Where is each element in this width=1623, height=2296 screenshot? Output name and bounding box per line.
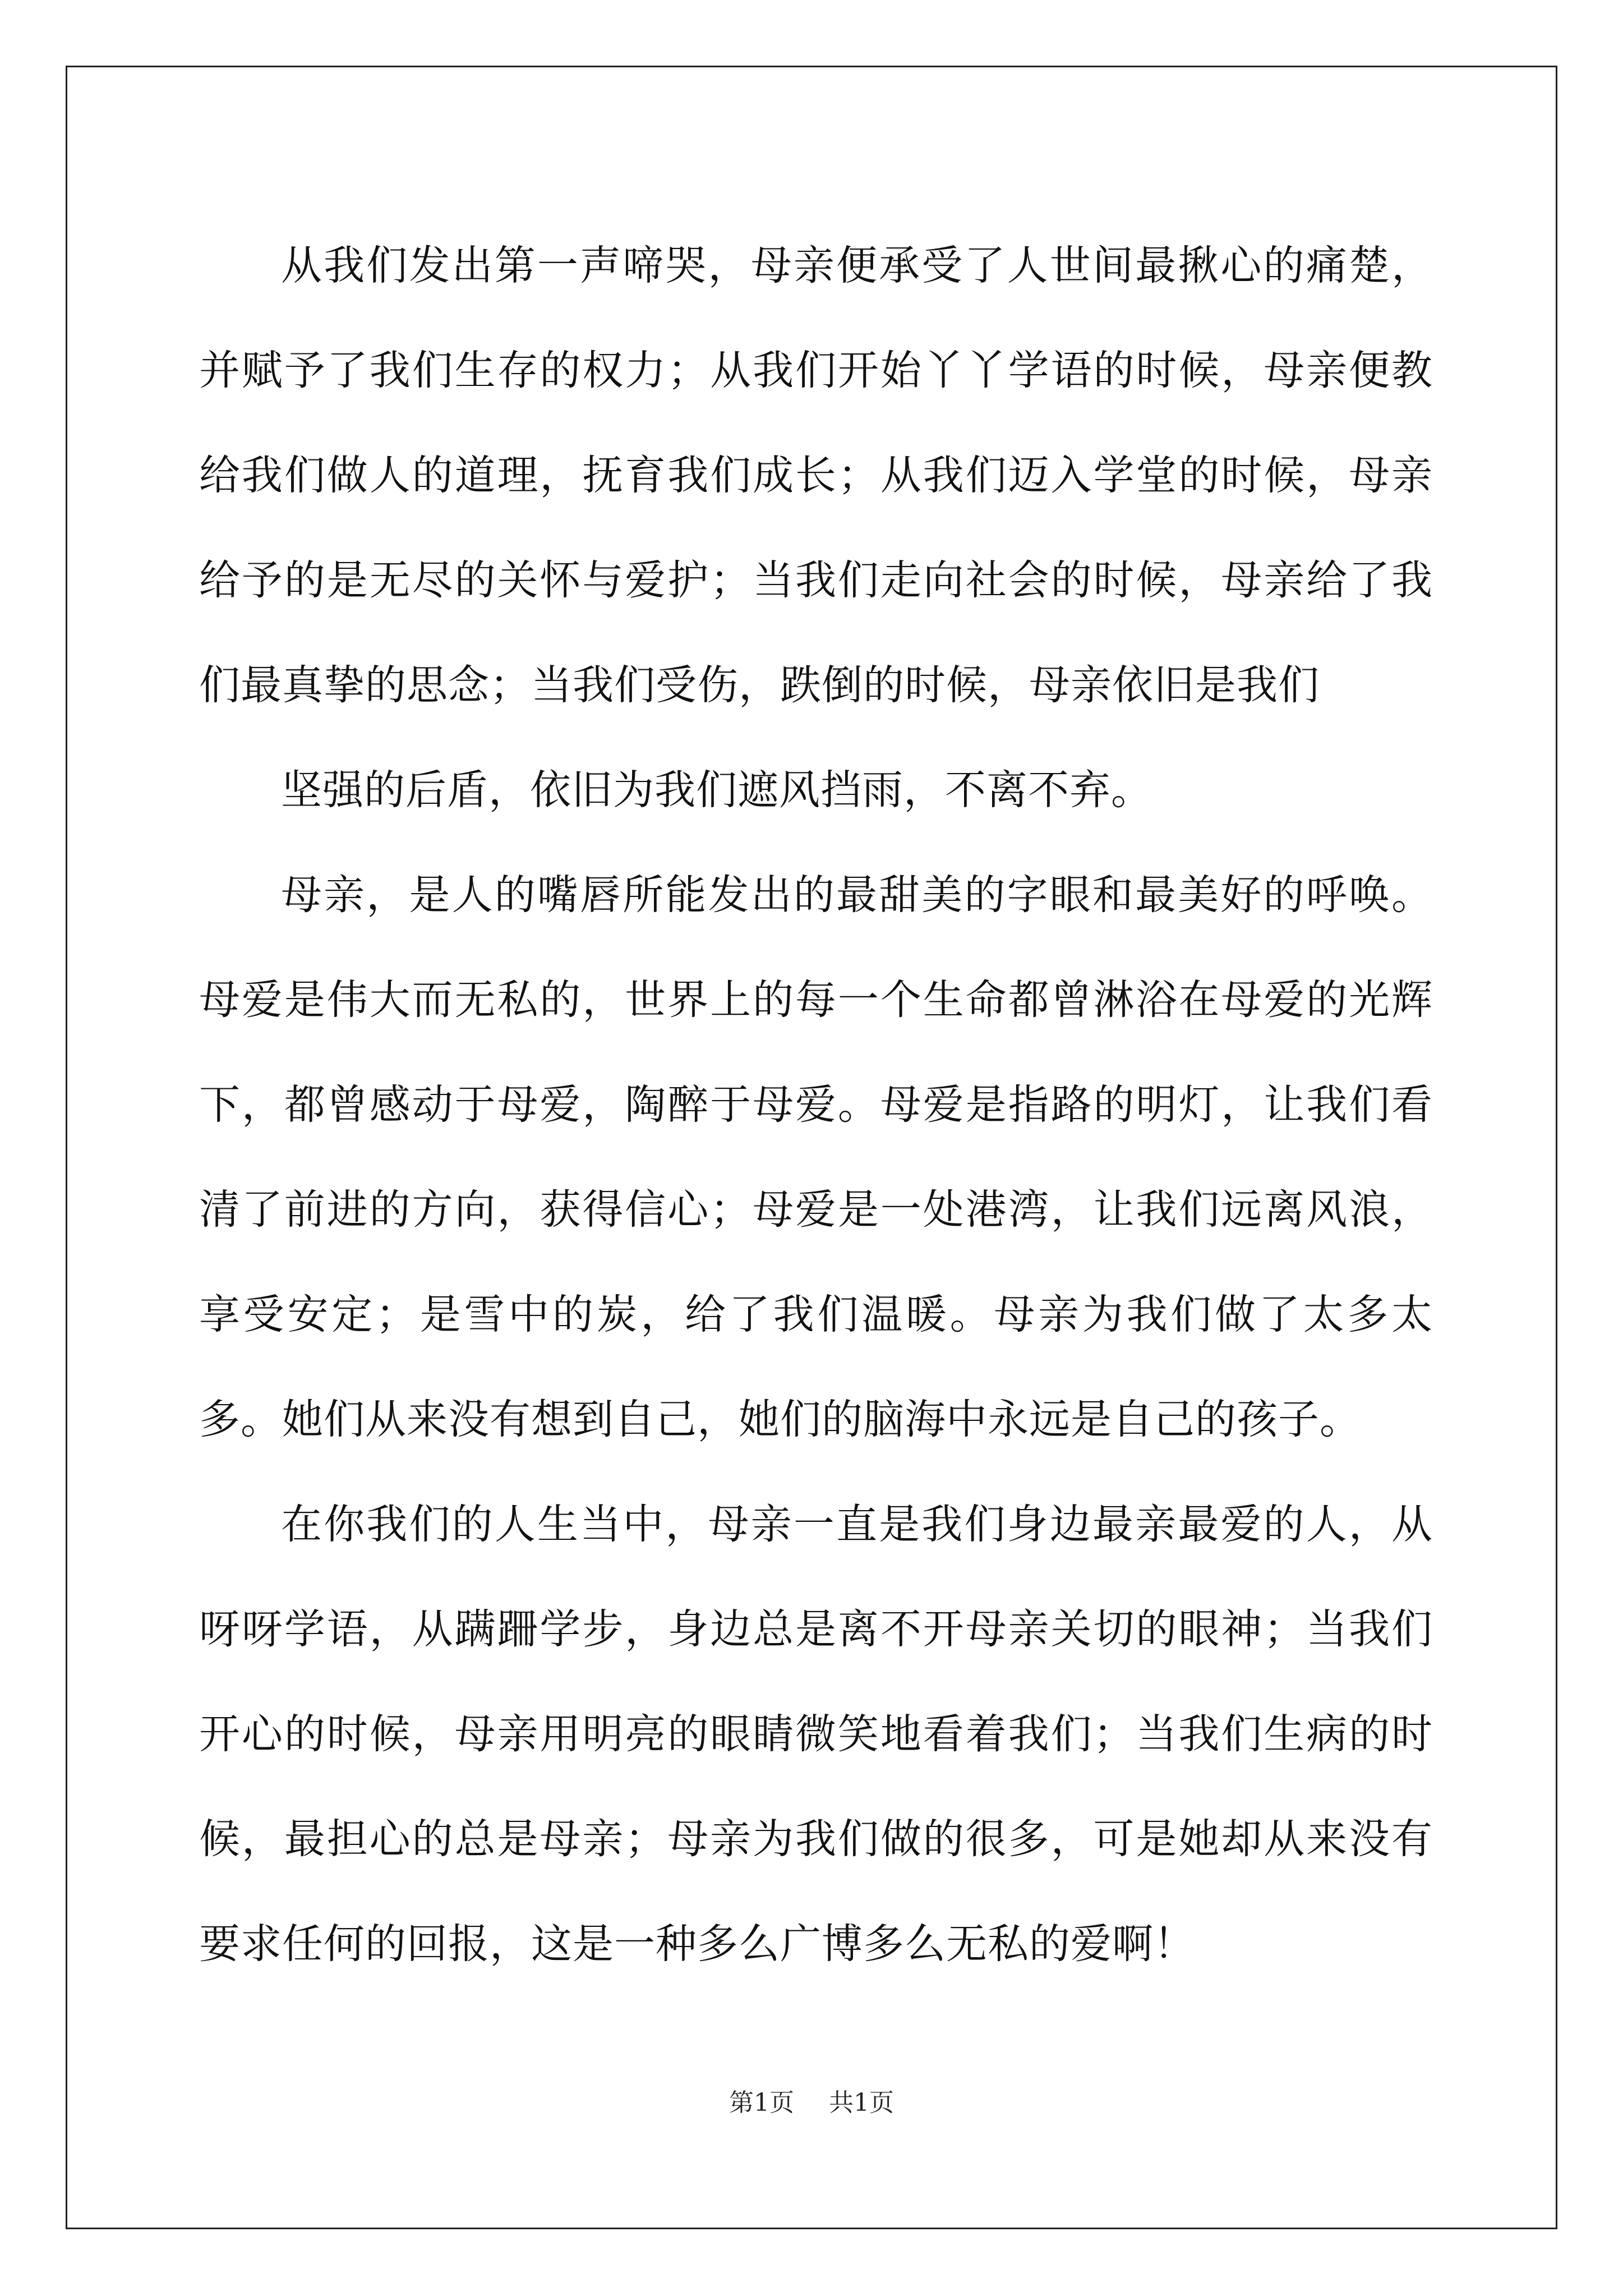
paragraph-2: 坚强的后盾，依旧为我们遮风挡雨，不离不弃。 [281, 766, 1152, 814]
page-number: 第1页 [729, 2088, 794, 2117]
paragraph-1: 从我们发出第一声啼哭，母亲便承受了人世间最揪心的痛楚，并赋予了我们生存的权力；从我们开始丫丫学语的时候，母亲便教给我们做人的道理，抚育我们成长；从我们迈入学堂的时候，母亲给予的是无尽的关怀与爱护；当我们走向社会的时候，母亲给了我们最真挚的思念；当我们受伤，跌倒的时候，母亲依旧是我们 [199, 242, 1433, 709]
paragraph-3: 母亲，是人的嘴唇所能发出的最甜美的字眼和最美好的呼唤。母爱是伟大而无私的，世界上的每一个生命都曾淋浴在母爱的光辉下，都曾感动于母爱，陶醉于母爱。母爱是指路的明灯，让我们看清了前进的方向，获得信心；母爱是一处港湾，让我们远离风浪，享受安定；是雪中的炭，给了我们温暖。母亲为我们做了太多太多。她们从来没有想到自己，她们的脑海中永远是自己的孩子。 [199, 871, 1433, 1443]
page-footer [0, 2082, 1623, 2118]
page-total: 共1页 [829, 2088, 894, 2117]
paragraph-4: 在你我们的人生当中，母亲一直是我们身边最亲最爱的人，从呀呀学语，从蹒跚学步，身边总是离不开母亲关切的眼神；当我们开心的时候，母亲用明亮的眼睛微笑地看着我们；当我们生病的时候，最担心的总是母亲；母亲为我们做的很多，可是她却从来没有要求任何的回报，这是一种多么广博多么无私的爱啊！ [199, 1501, 1433, 1968]
document-body [199, 213, 1433, 1996]
